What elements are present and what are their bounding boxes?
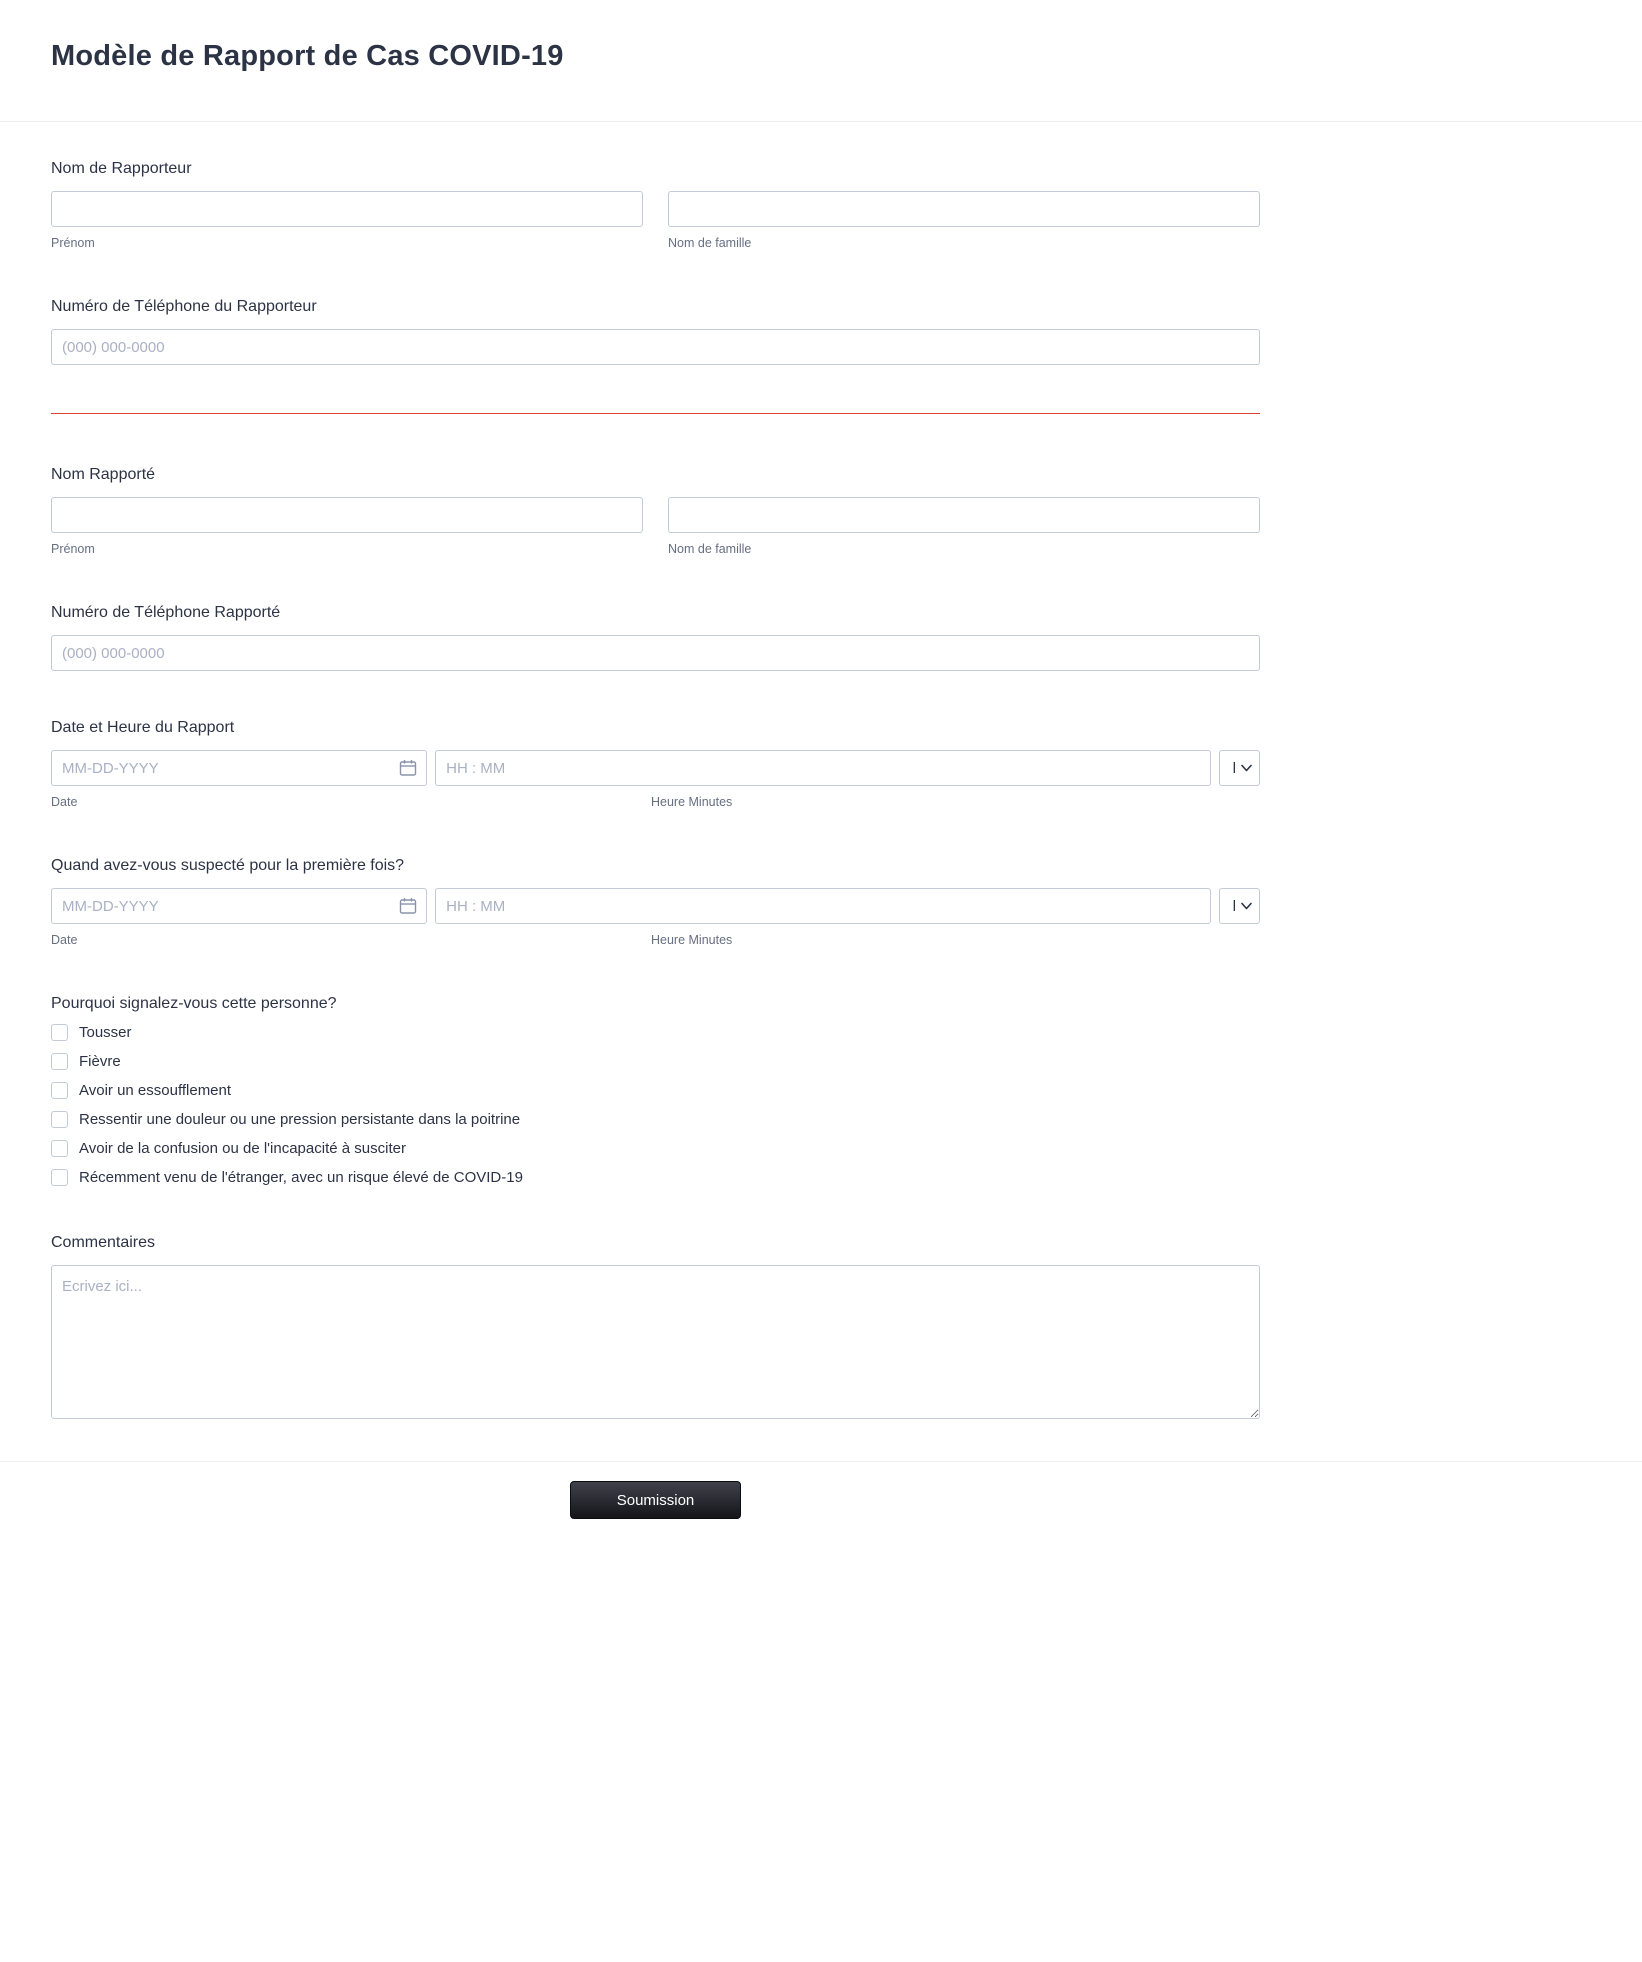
comments-textarea[interactable] [51,1265,1260,1419]
suspected-time-sublabel: Heure Minutes [651,933,733,947]
suspected-date-sublabel: Date [51,933,78,947]
suspected-time-input[interactable] [435,888,1211,924]
field-comments [51,1234,1260,1424]
reason-option-label: Avoir un essoufflement [79,1082,232,1099]
reason-option-etranger[interactable] [51,1169,1260,1186]
reporter-name-label: Nom de Rapporteur [51,160,192,177]
reporter-first-name-sublabel: Prénom [51,236,95,250]
reported-first-name-sublabel: Prénom [51,542,95,556]
reporter-first-name-input[interactable] [51,191,643,227]
report-datetime-label: Date et Heure du Rapport [51,719,235,736]
reason-option-confusion[interactable] [51,1140,1260,1157]
suspected-ampm-select[interactable] [1219,888,1260,924]
reported-phone-label: Numéro de Téléphone Rapporté [51,604,281,621]
first-suspected-label: Quand avez-vous suspecté pour la première fois? [51,857,405,874]
field-reported-phone [51,604,1260,671]
checkbox-icon[interactable] [51,1140,68,1157]
reasons-label: Pourquoi signalez-vous cette personne? [51,995,337,1012]
reported-last-name-sublabel: Nom de famille [668,542,752,556]
reason-option-label: Ressentir une douleur ou une pression persistante dans la poitrine [79,1111,521,1128]
reported-phone-input[interactable] [51,635,1260,671]
reporter-last-name-sublabel: Nom de famille [668,236,752,250]
reason-option-essoufflement[interactable] [51,1082,1260,1099]
form-footer [0,1461,1642,1519]
reported-first-name-input[interactable] [51,497,643,533]
checkbox-icon[interactable] [51,1111,68,1128]
reason-option-tousser[interactable] [51,1024,1260,1041]
comments-label: Commentaires [51,1234,156,1251]
field-reporter-name [51,160,1260,250]
report-date-sublabel: Date [51,795,78,809]
field-first-suspected [51,857,1260,947]
form-body [0,122,1642,1461]
submit-button[interactable]: Soumission [570,1481,741,1519]
page-title: Modèle de Rapport de Cas COVID-19 [51,40,564,72]
reported-name-label: Nom Rapporté [51,466,156,483]
form-header [0,0,1642,122]
reason-option-douleur-poitrine[interactable] [51,1111,1260,1128]
reason-option-label: Récemment venu de l'étranger, avec un risque élevé de COVID-19 [79,1169,523,1186]
section-divider [51,413,1260,414]
report-ampm-select[interactable] [1219,750,1260,786]
checkbox-icon[interactable] [51,1082,68,1099]
checkbox-icon[interactable] [51,1053,68,1070]
reporter-phone-label: Numéro de Téléphone du Rapporteur [51,298,317,315]
field-reasons [51,995,1260,1186]
reason-option-label: Tousser [79,1024,132,1041]
report-date-input[interactable] [51,750,427,786]
checkbox-icon[interactable] [51,1169,68,1186]
report-time-sublabel: Heure Minutes [651,795,733,809]
reported-last-name-input[interactable] [668,497,1260,533]
field-reporter-phone [51,298,1260,365]
checkbox-icon[interactable] [51,1024,68,1041]
report-time-input[interactable] [435,750,1211,786]
field-reported-name [51,466,1260,556]
field-report-datetime [51,719,1260,809]
suspected-date-input[interactable] [51,888,427,924]
reason-option-label: Fièvre [79,1053,121,1070]
reason-option-fievre[interactable] [51,1053,1260,1070]
reporter-last-name-input[interactable] [668,191,1260,227]
reporter-phone-input[interactable] [51,329,1260,365]
reason-option-label: Avoir de la confusion ou de l'incapacité à susciter [79,1140,406,1157]
